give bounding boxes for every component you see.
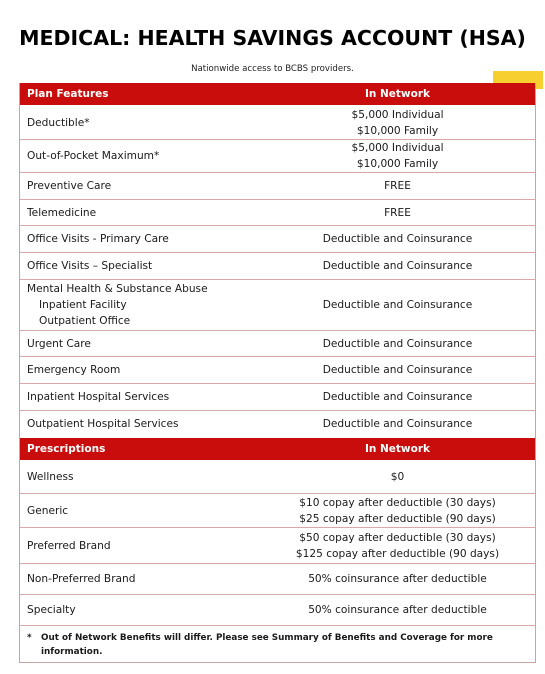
- table-row: [20, 594, 535, 625]
- feature-label: Out-of-Pocket Maximum*: [27, 150, 160, 162]
- page-subtitle: Nationwide access to BCBS providers.: [191, 64, 354, 74]
- feature-label: Inpatient Hospital Services: [27, 391, 170, 403]
- in-network-value: Deductible and Coinsurance: [322, 337, 473, 350]
- in-network-value: FREE: [384, 206, 411, 219]
- in-network-value: Deductible and Coinsurance: [322, 391, 473, 403]
- footnote: [20, 625, 535, 662]
- feature-cell: [20, 148, 260, 164]
- feature-label: Specialty: [27, 604, 76, 616]
- page-title: MEDICAL: HEALTH SAVINGS ACCOUNT (HSA): [19, 26, 526, 50]
- feature-label: Deductible*: [27, 116, 90, 129]
- plan-features-header-label: Plan Features: [27, 88, 109, 100]
- in-network-cell: [260, 571, 535, 587]
- in-network-value: $5,000 Individual: [351, 108, 444, 121]
- feature-label: Office Visits – Specialist: [27, 260, 153, 272]
- in-network-value: Deductible and Coinsurance: [322, 364, 473, 376]
- plan-rows: [20, 106, 535, 437]
- feature-cell: [20, 538, 260, 554]
- in-network-value: $0: [390, 471, 405, 483]
- in-network-header-label: In Network: [364, 88, 431, 100]
- benefits-table: [19, 83, 536, 663]
- table-row: [20, 383, 535, 410]
- table-row: [20, 527, 535, 563]
- feature-cell: [20, 416, 260, 432]
- feature-cell: [20, 503, 260, 519]
- in-network-cell: [260, 178, 535, 194]
- feature-cell: [20, 115, 260, 131]
- prescriptions-header: [20, 437, 535, 461]
- table-row: [20, 225, 535, 252]
- in-network-value: $50 copay after deductible (30 days): [299, 531, 496, 544]
- feature-label: Generic: [27, 504, 69, 517]
- feature-cell: [20, 281, 260, 329]
- table-row: [20, 139, 535, 172]
- in-network-cell: [260, 231, 535, 247]
- feature-cell: [20, 336, 260, 352]
- feature-label: Urgent Care: [27, 337, 91, 350]
- table-row: [20, 461, 535, 493]
- feature-label: Wellness: [27, 471, 74, 483]
- feature-label: Telemedicine: [27, 206, 97, 219]
- feature-cell: [20, 205, 260, 221]
- in-network-cell: [260, 258, 535, 274]
- in-network-value: $5,000 Individual: [351, 142, 444, 154]
- in-network-value: $125 copay after deductible (90 days): [295, 547, 500, 560]
- in-network-cell: [260, 336, 535, 352]
- in-network-value: 50% coinsurance after deductible: [308, 604, 487, 616]
- in-network-value: $10,000 Family: [356, 124, 439, 137]
- in-network-value: FREE: [384, 180, 411, 192]
- table-row: [20, 356, 535, 383]
- in-network-cell: [260, 297, 535, 313]
- in-network-cell: [260, 602, 535, 618]
- footnote-text: Out of Network Benefits will differ. Please see Summary of Benefits and Coverage for more information.: [41, 633, 493, 657]
- in-network-cell: [260, 107, 535, 139]
- table-row: [20, 563, 535, 594]
- feature-label: Emergency Room: [27, 364, 121, 376]
- feature-cell: [20, 231, 260, 247]
- in-network-value: Deductible and Coinsurance: [322, 418, 473, 430]
- table-row: [20, 199, 535, 225]
- feature-cell: [20, 571, 260, 587]
- in-network-value: Deductible and Coinsurance: [322, 260, 473, 272]
- feature-cell: [20, 258, 260, 274]
- table-row: [20, 410, 535, 437]
- feature-label: Preferred Brand: [27, 539, 111, 552]
- feature-label: Mental Health & Substance Abuse: [27, 283, 208, 295]
- prescription-rows: [20, 461, 535, 625]
- feature-label: Office Visits - Primary Care: [27, 233, 169, 245]
- in-network-cell: [260, 140, 535, 172]
- in-network-value: 50% coinsurance after deductible: [308, 573, 487, 585]
- prescriptions-header-label: Prescriptions: [27, 443, 106, 455]
- feature-cell: [20, 178, 260, 194]
- in-network-cell: [260, 530, 535, 562]
- table-row: [20, 172, 535, 199]
- in-network-cell: [260, 469, 535, 485]
- table-row: [20, 493, 535, 527]
- in-network-cell: [260, 389, 535, 405]
- rx-in-network-header-label: In Network: [364, 443, 431, 455]
- subfeature-label: Inpatient Facility: [39, 299, 127, 311]
- in-network-cell: [260, 362, 535, 378]
- in-network-value: Deductible and Coinsurance: [322, 299, 473, 311]
- in-network-value: Deductible and Coinsurance: [322, 233, 473, 245]
- in-network-cell: [260, 495, 535, 527]
- in-network-value: $10 copay after deductible (30 days): [299, 496, 496, 509]
- feature-label: Outpatient Hospital Services: [27, 418, 179, 430]
- plan-features-header: [20, 83, 535, 106]
- table-row: [20, 279, 535, 330]
- subfeature-label: Outpatient Office: [39, 315, 131, 327]
- table-row: [20, 330, 535, 356]
- in-network-value: $10,000 Family: [356, 158, 439, 170]
- feature-cell: [20, 362, 260, 378]
- in-network-cell: [260, 205, 535, 221]
- feature-label: Non-Preferred Brand: [27, 573, 136, 585]
- in-network-value: $25 copay after deductible (90 days): [299, 512, 496, 525]
- footnote-bullet: *: [27, 633, 32, 643]
- feature-cell: [20, 389, 260, 405]
- in-network-cell: [260, 416, 535, 432]
- table-row: [20, 252, 535, 279]
- feature-cell: [20, 469, 260, 485]
- feature-cell: [20, 602, 260, 618]
- feature-label: Preventive Care: [27, 180, 112, 192]
- table-row: [20, 106, 535, 139]
